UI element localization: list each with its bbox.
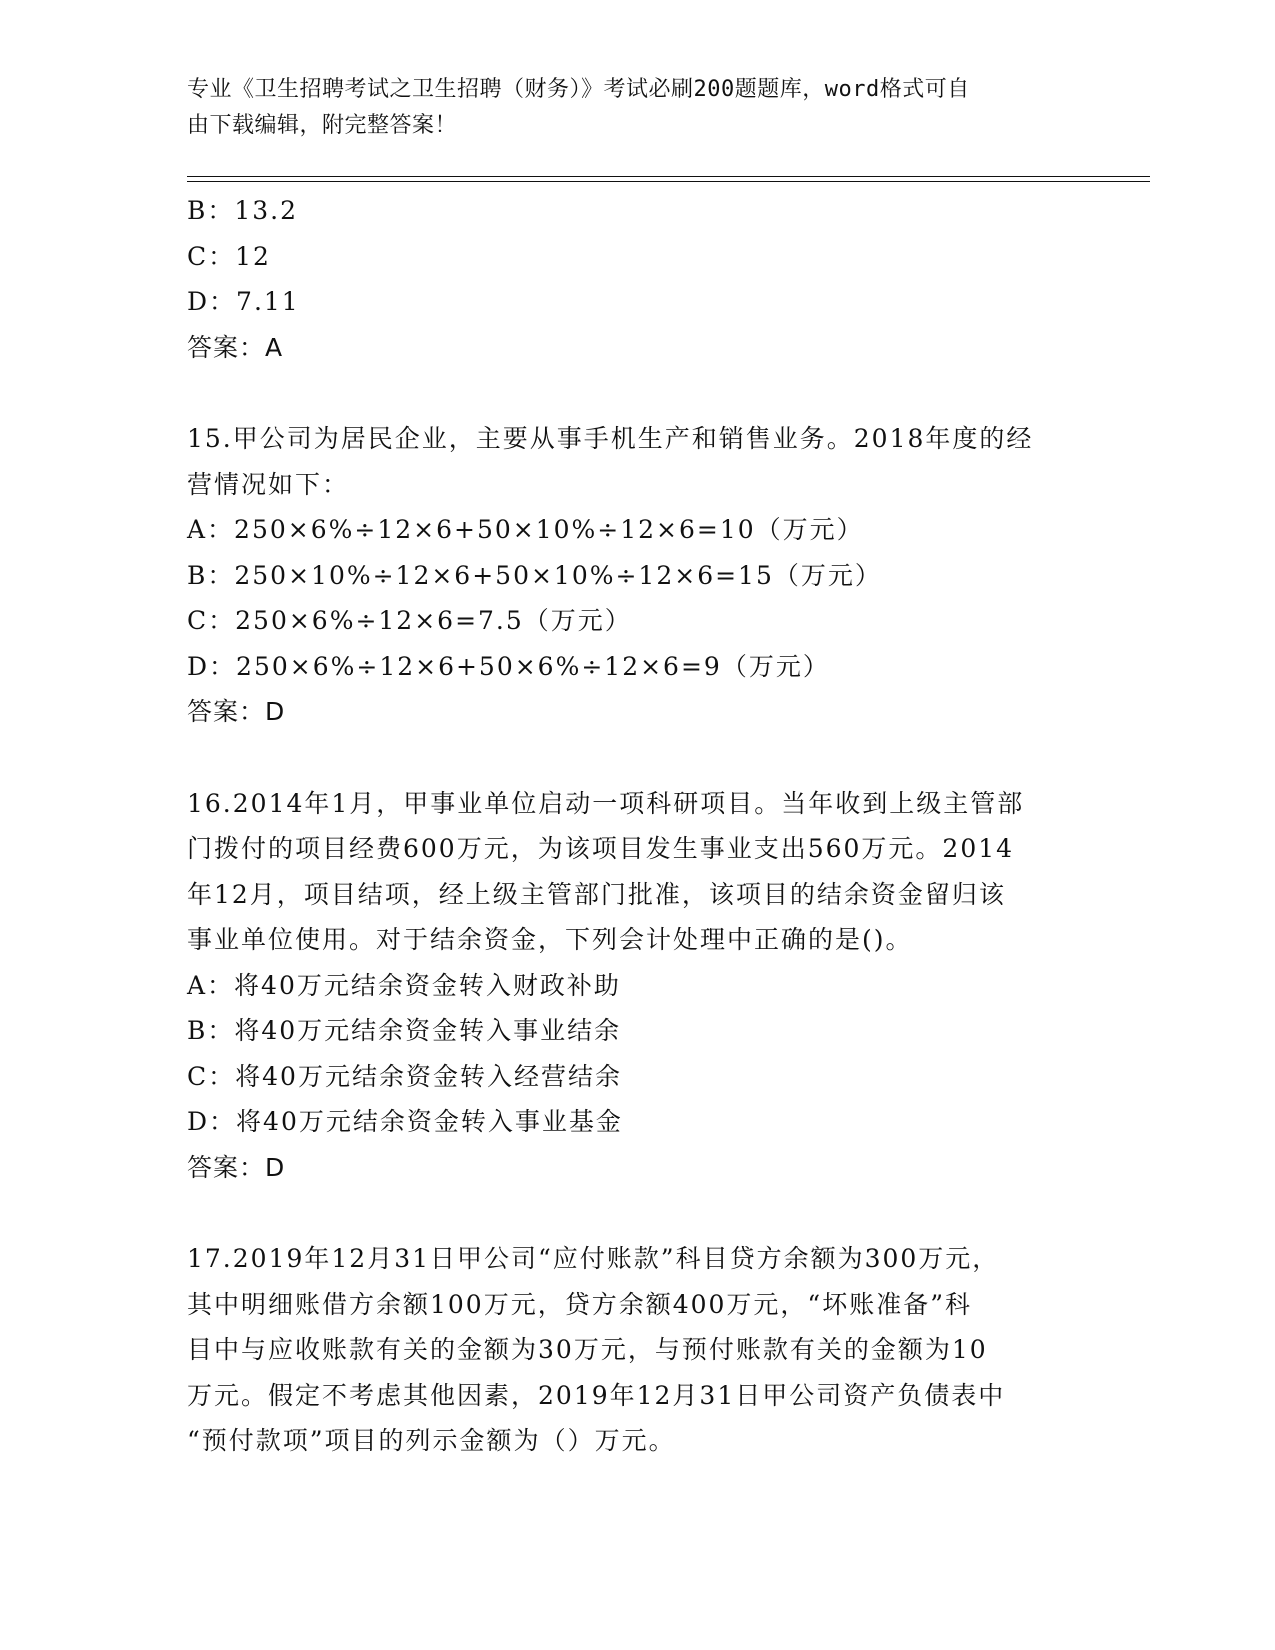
header-line-2: 由下载编辑，附完整答案！: [187, 113, 458, 138]
q15-option-d: D：250×6%÷12×6+50×6%÷12×6=9（万元）: [187, 651, 830, 681]
q15-option-a: A：250×6%÷12×6+50×10%÷12×6=10（万元）: [187, 515, 864, 544]
q14-option-d: D：7.11: [187, 287, 300, 316]
q16-option-c: C：将40万元结余资金转入经营结余: [187, 1061, 622, 1091]
q16-stem-line-1: 16.2014年1月，甲事业单位启动一项科研项目。当年收到上级主管部: [187, 788, 1025, 818]
q16-option-b: B：将40万元结余资金转入事业结余: [187, 1016, 622, 1045]
q16-answer: 答案：D: [187, 1152, 286, 1182]
q14-option-b: B：13.2: [187, 196, 299, 225]
q17-stem-line-1: 17.2019年12月31日甲公司“应付账款”科目贷方余额为300万元，: [187, 1244, 1000, 1273]
q15-option-b: B：250×10%÷12×6+50×10%÷12×6=15（万元）: [187, 560, 882, 590]
q17-stem-line-2: 其中明细账借方余额100万元，贷方余额400万元，“坏账准备”科: [187, 1289, 972, 1319]
q16-stem-line-3: 年12月，项目结项，经上级主管部门批准，该项目的结余资金留归该: [187, 879, 1006, 909]
question-17: [187, 1236, 1087, 1464]
question-16: [187, 781, 1087, 1191]
header-divider-bottom: [187, 181, 1150, 182]
q14-option-c: C：12: [187, 241, 271, 271]
q15-option-c: C：250×6%÷12×6=7.5（万元）: [187, 606, 632, 635]
document-body: [187, 188, 1087, 1464]
q15-answer: 答案：D: [187, 697, 286, 726]
q17-stem-line-5: “预付款项”项目的列示金额为（）万元。: [187, 1426, 676, 1455]
question-15: [187, 416, 1087, 735]
q16-option-a: A：将40万元结余资金转入财政补助: [187, 970, 621, 1000]
question-gap: [187, 1190, 1087, 1236]
q17-stem-line-4: 万元。假定不考虑其他因素，2019年12月31日甲公司资产负债表中: [187, 1380, 1006, 1410]
q16-stem-line-4: 事业单位使用。对于结余资金，下列会计处理中正确的是()。: [187, 925, 913, 954]
q15-stem-line-2: 营情况如下：: [187, 469, 350, 499]
header-divider-top: [187, 176, 1150, 177]
header-line-1: 专业《卫生招聘考试之卫生招聘（财务）》考试必刷200题题库，word格式可自: [187, 77, 970, 102]
q15-stem-line-1: 15.甲公司为居民企业，主要从事手机生产和销售业务。2018年度的经: [187, 424, 1034, 453]
q16-option-d: D：将40万元结余资金转入事业基金: [187, 1107, 623, 1136]
question-gap: [187, 370, 1087, 416]
question-gap: [187, 735, 1087, 781]
q17-stem-line-3: 目中与应收账款有关的金额为30万元，与预付账款有关的金额为10: [187, 1335, 988, 1364]
document-header: [187, 72, 1087, 144]
q14-answer: 答案：A: [187, 332, 284, 362]
q16-stem-line-2: 门拨付的项目经费600万元，为该项目发生事业支出560万元。2014: [187, 834, 1015, 863]
question-14-tail: [187, 188, 1087, 370]
